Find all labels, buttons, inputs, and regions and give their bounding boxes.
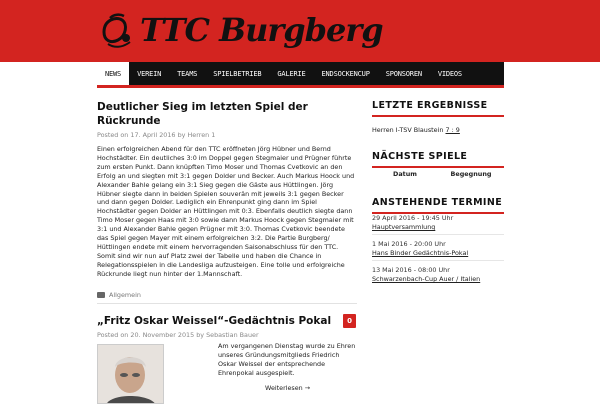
event-link[interactable]: Schwarzenbach-Cup Auer / Italien <box>372 275 481 283</box>
next-games-header <box>372 170 504 178</box>
result-match: Herren I-TSV Blaustein <box>372 126 444 134</box>
nav-item-galerie[interactable]: GALERIE <box>277 69 306 78</box>
widget-title-results: LETZTE ERGEBNISSE <box>372 100 504 117</box>
result-row <box>372 126 460 134</box>
post-title[interactable]: Deutlicher Sieg im letzten Spiel der Rückrunde <box>97 101 308 127</box>
post-excerpt: Am vergangenen Dienstag wurde zu Ehren unseres Gründungsmitglieds Friedrich Oskar Weissel der entsprechende Ehrenpokal ausgespielt. <box>218 342 356 377</box>
nav-item-news[interactable]: NEWS <box>97 62 129 85</box>
site-header <box>0 0 600 62</box>
col-date: Datum <box>393 170 417 178</box>
event-item <box>372 214 453 232</box>
post-meta-by: by <box>177 131 186 139</box>
post-thumbnail[interactable] <box>97 344 164 404</box>
folder-icon <box>97 292 105 298</box>
sidebar-upcoming-events <box>372 197 504 214</box>
post-body: Einen erfolgreichen Abend für den TTC eröffneten Jörg Hübner und Bernd Hochstädter. Ein deutliches 3:0 im Doppel gegen Stegmaier und Prügner führte zum ersten Punkt. Dann knüpften Timo Moser und Thomas Cvetkovic an den Erfolg an und siegten mit 3:1 gegen Dolder und Becker. Auch Markus Hoock und Alexander Bahle gelang ein 3:1 Sieg gegen die Gäste aus Hüttlingen. Jörg Hübner siegte dann in beiden Spielen souverän mit jeweils 3:1 gegen Becker und dann gegen Dolder. Lediglich ein Ehrenpunkt ging dann im Spiel Hochstädter gegen Dolder an Hüttlingen mit 0:3. Ebenfalls deutlich siegte dann Timo Moser gegen Haas mit 3:0 sowie dann Markus Hoock gegen Stegmaier mit 3:1 und Alexander Bahle gegen Prügner mit 3:0. Thomas Cvetkovic beendete das Spiel gegen Mayer mit einem erfolgreichen 3:2. Die Partie Burgberg/ Hüttlingen endete mit einem hervorragenden Saisonabschluss für den TTC. Somit sind wir nun auf Platz zwei der Tabelle und haben die Chance in Relegationsspielen in die Landesliga aufzusteigen. Eine tolle und erfolgreiche Rückrunde liegt nun hinter der 1.Mannschaft. <box>97 145 355 278</box>
event-separator <box>372 234 504 235</box>
nav-item-videos[interactable]: VIDEOS <box>437 69 462 78</box>
post-article <box>97 100 357 279</box>
post-date[interactable]: 17. April 2016 <box>130 131 176 139</box>
event-separator <box>372 260 504 261</box>
post-date-2[interactable]: 20. November 2015 <box>130 331 195 339</box>
logo-wordmark: TTC Burgberg <box>140 11 383 49</box>
col-match: Begegnung <box>450 170 492 178</box>
post-meta-prefix: Posted on <box>97 131 129 139</box>
site-logo[interactable] <box>100 7 383 53</box>
read-more-link[interactable]: Weiterlesen → <box>265 384 311 392</box>
nav-item-verein[interactable]: VEREIN <box>137 69 162 78</box>
portrait-image <box>98 345 164 404</box>
nav-item-teams[interactable]: TEAMS <box>177 69 198 78</box>
post-title-2[interactable]: „Fritz Oskar Weissel“-Gedächtnis Pokal <box>97 315 332 327</box>
nav-item-sponsoren[interactable]: SPONSOREN <box>385 69 422 78</box>
event-item <box>372 266 480 284</box>
result-score-link[interactable]: 7 : 9 <box>445 126 460 134</box>
nav-item-spielbetrieb[interactable]: SPIELBETRIEB <box>213 69 262 78</box>
post-divider <box>97 303 357 304</box>
sidebar-results <box>372 100 504 117</box>
post-meta-2 <box>97 331 357 339</box>
nav-accent-line <box>97 85 504 88</box>
category-link[interactable]: Allgemein <box>109 291 141 299</box>
event-item <box>372 240 468 258</box>
event-date: 13 Mai 2016 - 08:00 Uhr <box>372 266 450 274</box>
nav-item-endsockencup[interactable]: ENDSOCKENCUP <box>321 69 370 78</box>
event-link[interactable]: Hauptversammlung <box>372 223 436 231</box>
comment-count-badge[interactable]: 0 <box>343 314 356 328</box>
main-navigation <box>97 62 504 85</box>
event-date: 1 Mai 2016 - 20:00 Uhr <box>372 240 446 248</box>
logo-emblem-icon <box>100 10 134 50</box>
sidebar-next-games <box>372 151 504 168</box>
post-category <box>97 291 141 299</box>
post-author[interactable]: Herren 1 <box>187 131 216 139</box>
widget-title-next-games: NÄCHSTE SPIELE <box>372 151 504 168</box>
post-author-2[interactable]: Sebastian Bauer <box>206 331 259 339</box>
post-meta <box>97 131 357 139</box>
widget-title-events: ANSTEHENDE TERMINE <box>372 197 504 214</box>
post-meta-by-2: by <box>196 331 205 339</box>
event-link[interactable]: Hans Binder Gedächtnis-Pokal <box>372 249 469 257</box>
post-meta-prefix-2: Posted on <box>97 331 129 339</box>
event-date: 29 April 2016 - 19:45 Uhr <box>372 214 454 222</box>
post-article-2 <box>97 314 357 339</box>
